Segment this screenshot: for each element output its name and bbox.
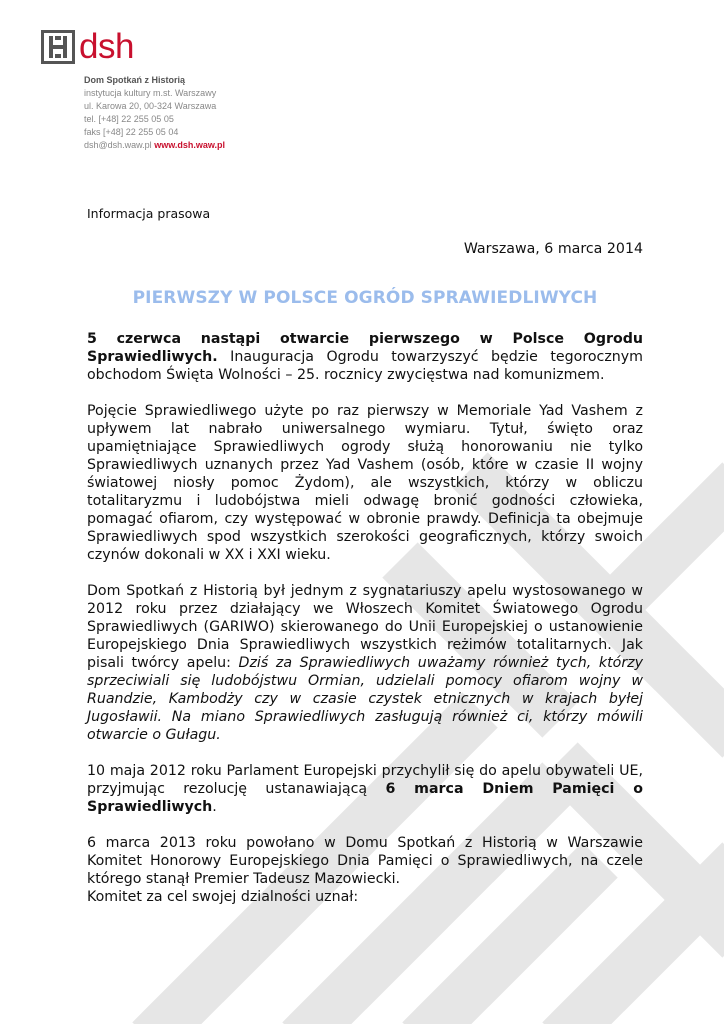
parliament-end: . (212, 799, 217, 815)
paragraph-committee-goals: Komitet za cel swojej dzialności uznał: (87, 889, 359, 905)
organization-name: Dom Spotkań z Historią (84, 75, 186, 85)
parliament-bold-text: 6 marca Dniem Pamięci o Sprawiedliwych (87, 781, 643, 815)
lead-text: Inauguracja Ogrodu towarzyszyć będzie tegorocznym obchodom Święta Wolności – 25. rocznicy zwycięstwa nad komunizmem. (87, 349, 643, 383)
paragraph-definition: Pojęcie Sprawiedliwego użyte po raz pierwszy w Memoriale Yad Vashem z upływem lat nabrało uniwersalnego wymiaru. Tytuł, święto oraz upamiętniające Sprawiedliwych ogrody służą honorowaniu nie tylko Sprawiedliwych uznanych przez Yad Vashem (osób, które w czasie II wojny światowej niosły pomoc Żydom), ale wszystkich, którzy w obliczu totalitaryzmu i ludobójstwa mieli odwagę bronić godności człowieka, pomagać ofiarom, czy występować w obronie prawdy. Definicja ta obejmuje Sprawiedliwych spod wszystkich szerokości geograficznych, którzy swoich czynów dokonali w XX i XXI wieku. (87, 403, 643, 563)
document-label: Informacja prasowa (87, 206, 211, 221)
paragraph-committee: 6 marca 2013 roku powołano w Domu Spotkań z Historią w Warszawie Komitet Honorowy Europejskiego Dnia Pamięci o Sprawiedliwych, na czele którego stanął Premier Tadeusz Mazowiecki. (87, 835, 643, 887)
organization-fax: faks [+48] 22 255 05 04 (84, 127, 179, 137)
lead-bold-text: 5 czerwca nastąpi otwarcie pierwszego w Polsce Ogrodu Sprawiedliwych. (87, 331, 643, 365)
appeal-quote: Dziś za Sprawiedliwych uważamy również tych, którzy sprzeciwiali się ludobójstwu Ormian, udzielali pomocy ofiarom wojny w Ruandzie, Kambodży czy w czasie czystek etnicznych w krajach byłej Jugosławii. Na miano Sprawiedliwych zasługują również ci, którzy mówili otwarcie o Gułagu. (87, 655, 643, 743)
parliament-text: 10 maja 2012 roku Parlament Europejski przychylił się do apelu obywateli UE, przyjmując rezolucję ustanawiającą (87, 763, 643, 797)
organization-info (84, 74, 225, 152)
logo-text: dsh (79, 27, 134, 66)
organization-address: ul. Karowa 20, 00-324 Warszawa (84, 101, 217, 111)
organization-phone: tel. [+48] 22 255 05 05 (84, 114, 174, 124)
paragraph-appeal (87, 582, 643, 744)
press-release-body (87, 205, 643, 906)
organization-email[interactable]: dsh@dsh.waw.pl (84, 140, 152, 150)
document-date: Warszawa, 6 marca 2014 (463, 241, 643, 257)
letterhead (41, 27, 226, 152)
dsh-logo-icon (41, 30, 75, 64)
appeal-text: Dom Spotkań z Historią był jednym z sygnatariuszy apelu wystosowanego w 2012 roku przez działający we Włoszech Komitet Światowego Ogrodu Sprawiedliwych (GARIWO) skierowanego do Unii Europejskiej o ustanowienie Europejskiego Dnia Sprawiedliwych wszystkich reżimów totalitarnych. Jak pisali twórcy apelu: (87, 583, 643, 671)
document-title: PIERWSZY W POLSCE OGRÓD SPRAWIEDLIWYCH (132, 288, 598, 308)
organization-type: instytucja kultury m.st. Warszawy (84, 88, 217, 98)
paragraph-parliament (87, 762, 643, 816)
organization-contact (84, 139, 225, 152)
logo (41, 27, 225, 66)
organization-website[interactable]: www.dsh.waw.pl (154, 140, 226, 150)
lead-paragraph (87, 330, 643, 384)
